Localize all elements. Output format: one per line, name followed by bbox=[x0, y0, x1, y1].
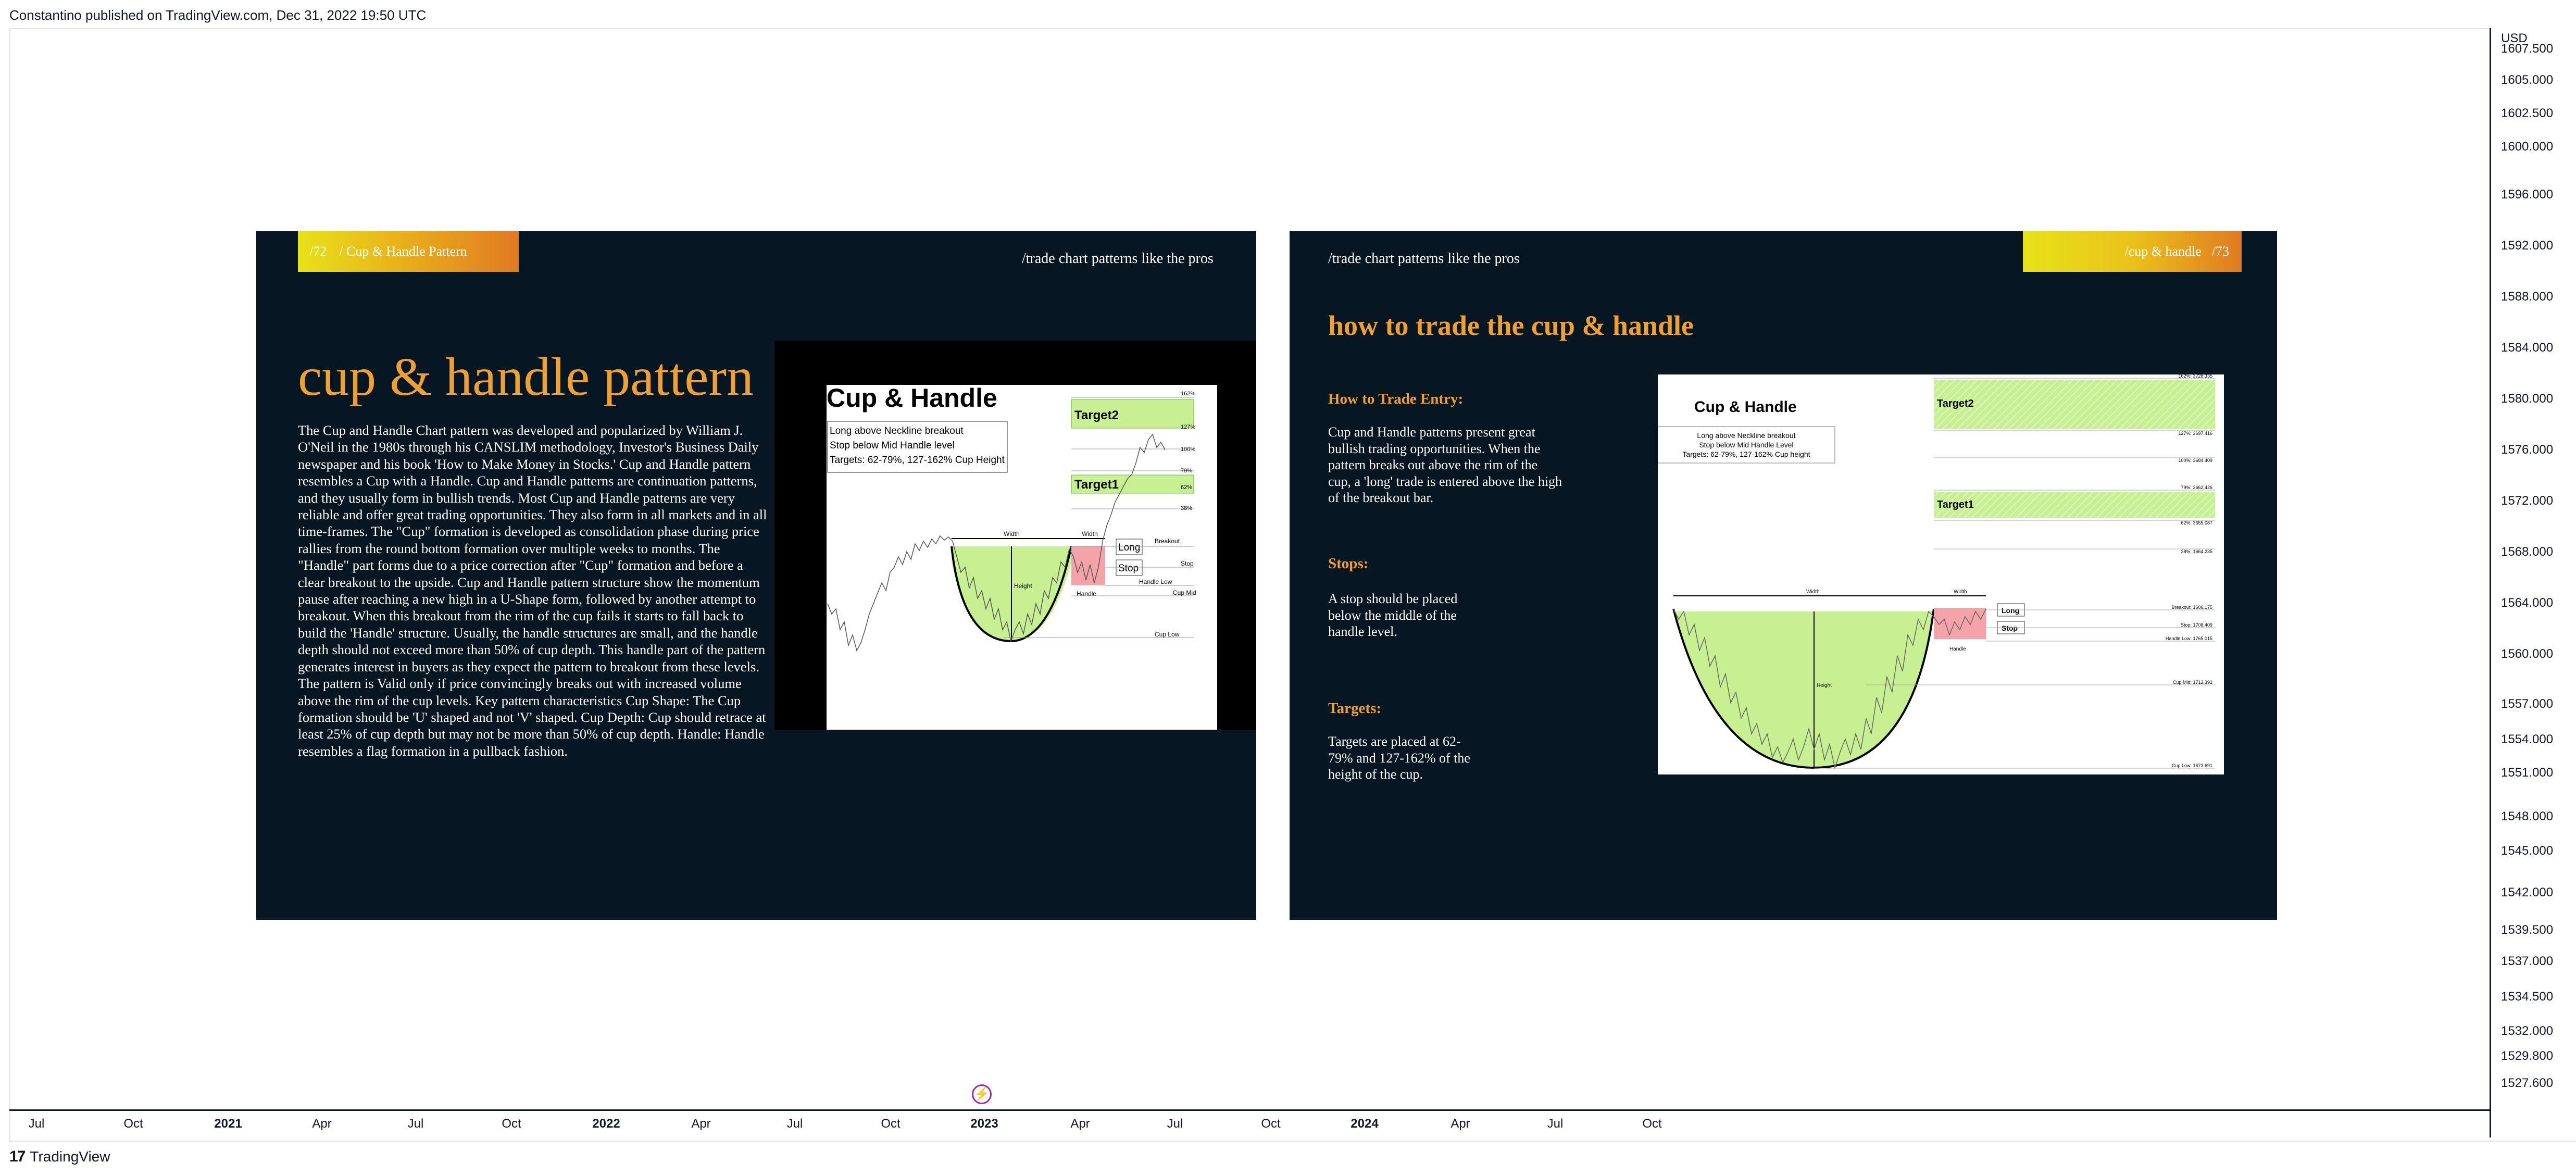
s2-rule-1: Long above Neckline breakout bbox=[1697, 431, 1796, 440]
slide1-diagram-frame bbox=[774, 341, 1256, 730]
price-label: 1548.000 bbox=[2501, 809, 2554, 823]
time-axis-separator[interactable] bbox=[9, 1109, 2490, 1111]
s1-rule-3: Targets: 62-79%, 127-162% Cup Height bbox=[830, 455, 1005, 466]
slide-cup-handle-pattern bbox=[256, 231, 1256, 920]
time-label-month: Oct bbox=[1261, 1117, 1281, 1131]
entry-heading: How to Trade Entry: bbox=[1328, 391, 1464, 407]
time-label-month: Jul bbox=[28, 1117, 45, 1131]
s2-level-38: 38%: 1664.235 bbox=[2181, 549, 2212, 554]
time-label-month: Apr bbox=[312, 1117, 332, 1131]
s1-handle-zone bbox=[1071, 546, 1105, 585]
slide1-body-text: The Cup and Handle Chart pattern was developed and popularized by William J. O'Neil in the 1980s through his CANSLIM methodology, Investor's Business Daily newspaper and his book 'How to Make Money in Stocks.' Cup and Handle pattern resembles a Cup with a Handle. Cup and Handle patterns are continuation patterns, and they usually form in bullish trends. Most Cup and Handle patterns are very reliable and offer great trading opportunities. They also form in all markets and in all time-frames. The "Cup" formation is developed as consolidation phase during price rallies from the round bottom formation over multiple weeks to months. The "Handle" part forms due to a price correction after "Cup" formation and before a clear breakout to the upside. Cup and Handle pattern structure show the momentum pause after reaching a new high in a U-Shape form, followed by another attempt to breakout. When this breakout from the rim of the cup fails it starts to fall back to build the 'Handle' structure. Usually, the handle structures are small, and the handle depth should not exceed more than 50% of cup depth. This handle part of the pattern generates interest in buyers as they expect the pattern to breakout from these levels. The pattern is Valid only if price convincingly breaks out with increased volume above the rim of the cup levels. Key pattern characteristics Cup Shape: The Cup formation should be 'U' shaped and not 'V' shaped. Cup Depth: Cup should retrace at least 25% of cup depth but may not be more than 50% of cup depth. Handle: Handle resembles a flag formation in a pullback fashion. bbox=[298, 422, 767, 759]
tradingview-mark-icon: 17 bbox=[9, 1148, 25, 1165]
slide1-badge-label: / Cup & Handle Pattern bbox=[339, 244, 467, 259]
s1-handle-label: Handle bbox=[1077, 590, 1097, 597]
s2-height-label: Height bbox=[1817, 683, 1832, 689]
s1-level-100: 100% bbox=[1181, 446, 1196, 453]
s1-long-label: Long bbox=[1118, 542, 1141, 553]
slide2-diagram-svg bbox=[1658, 374, 2224, 774]
slide2-badge-label: /cup & handle bbox=[2124, 244, 2202, 259]
time-label-month: Oct bbox=[1642, 1117, 1662, 1131]
tradingview-brand: TradingView bbox=[30, 1148, 110, 1165]
s1-rule-1: Long above Neckline breakout bbox=[830, 426, 964, 436]
s1-target1-label: Target1 bbox=[1074, 478, 1119, 492]
price-label: 1529.800 bbox=[2501, 1049, 2554, 1063]
s2-level-79: 79%: 3662.426 bbox=[2181, 485, 2212, 490]
chart-frame-bottom bbox=[9, 1141, 2576, 1142]
price-label: 1534.500 bbox=[2501, 990, 2554, 1004]
time-label-month: Oct bbox=[881, 1117, 901, 1131]
slide1-tagline: /trade chart patterns like the pros bbox=[1022, 251, 1214, 267]
price-label: 1596.000 bbox=[2501, 188, 2554, 202]
targets-text: Targets are placed at 62-79% and 127-162% of the height of the cup. bbox=[1328, 734, 1470, 782]
price-label: 1568.000 bbox=[2501, 545, 2554, 559]
time-label-month: Jul bbox=[1547, 1117, 1564, 1131]
time-label-year: 2021 bbox=[214, 1117, 242, 1131]
price-label: 1557.000 bbox=[2501, 697, 2554, 711]
slide1-diagram-svg bbox=[827, 385, 1217, 730]
slide-how-to-trade-cup-handle bbox=[1290, 231, 2277, 920]
s2-diagram-title: Cup & Handle bbox=[1694, 398, 1797, 416]
price-label: 1554.000 bbox=[2501, 732, 2554, 746]
s2-handle-low-label: Handle Low: 1765.015 bbox=[2165, 636, 2212, 641]
s2-level-100: 100%: 3684.409 bbox=[2178, 458, 2212, 463]
s1-width-label-2: Width bbox=[1082, 530, 1098, 538]
s2-rule-3: Targets: 62-79%, 127-162% Cup height bbox=[1682, 450, 1810, 458]
s1-stop-level-label: Stop bbox=[1181, 560, 1194, 567]
s2-stop-label: Stop bbox=[2002, 624, 2018, 632]
time-label-year: 2022 bbox=[592, 1117, 620, 1131]
slide2-badge bbox=[2023, 231, 2242, 272]
s1-level-62: 62% bbox=[1181, 484, 1193, 491]
price-label: 1551.000 bbox=[2501, 766, 2554, 780]
time-label-month: Apr bbox=[1450, 1117, 1470, 1131]
s2-cup-low-label: Cup Low: 1673.691 bbox=[2171, 763, 2212, 768]
price-label: 1532.000 bbox=[2501, 1024, 2554, 1038]
slide2-diagram bbox=[1658, 374, 2224, 774]
slide1-title: cup & handle pattern bbox=[298, 347, 754, 407]
time-label-month: Oct bbox=[502, 1117, 521, 1131]
price-label: 1560.000 bbox=[2501, 647, 2554, 661]
price-axis-separator[interactable] bbox=[2490, 28, 2491, 1138]
s1-level-38: 38% bbox=[1181, 505, 1193, 511]
time-label-year: 2024 bbox=[1350, 1117, 1379, 1131]
s2-stop-level-label: Stop: 1708.409 bbox=[2180, 622, 2212, 628]
s2-long-label: Long bbox=[2002, 606, 2020, 615]
price-label: 1545.000 bbox=[2501, 844, 2554, 858]
s2-target1-label: Target1 bbox=[1937, 499, 1974, 510]
time-label-month: Apr bbox=[691, 1117, 711, 1131]
s2-handle-label: Handle bbox=[1949, 646, 1966, 652]
s2-cup-fill bbox=[1673, 611, 1934, 768]
slide2-title: how to trade the cup & handle bbox=[1328, 310, 1694, 341]
s2-level-127: 127%: 3697.416 bbox=[2178, 431, 2212, 436]
tradingview-logo[interactable] bbox=[9, 1148, 110, 1166]
s1-breakout-label: Breakout bbox=[1155, 538, 1180, 545]
price-label: 1602.500 bbox=[2501, 106, 2554, 120]
chart-frame-top bbox=[9, 28, 2490, 29]
s2-level-162: 162%: 3728.335 bbox=[2178, 374, 2212, 379]
s1-width-label: Width bbox=[1004, 530, 1020, 538]
time-label-month: Apr bbox=[1070, 1117, 1090, 1131]
stops-heading: Stops: bbox=[1328, 555, 1369, 572]
s1-level-127: 127% bbox=[1181, 424, 1196, 430]
price-label: 1607.500 bbox=[2501, 42, 2554, 56]
entry-text: Cup and Handle patterns present great bullish trading opportunities. When the pattern breaks out above the rim of the cup, a 'long' trade is entered above the high of the breakout bar. bbox=[1328, 424, 1562, 505]
slide2-tagline: /trade chart patterns like the pros bbox=[1328, 251, 1520, 267]
time-label-month: Jul bbox=[786, 1117, 803, 1131]
price-axis-currency[interactable]: USD bbox=[2501, 31, 2528, 45]
price-label: 1584.000 bbox=[2501, 341, 2554, 355]
s1-level-162: 162% bbox=[1181, 391, 1196, 397]
price-label: 1605.000 bbox=[2501, 73, 2554, 87]
s1-stop-label: Stop bbox=[1118, 563, 1139, 574]
time-label-month: Oct bbox=[123, 1117, 143, 1131]
s1-height-label: Height bbox=[1014, 582, 1032, 590]
slide1-page-number: /72 bbox=[309, 244, 327, 259]
lightning-event-icon[interactable]: ⚡ bbox=[972, 1084, 992, 1104]
time-label-month: Jul bbox=[407, 1117, 424, 1131]
price-label: 1580.000 bbox=[2501, 392, 2554, 406]
slide1-diagram bbox=[827, 385, 1217, 730]
stops-text: A stop should be placed below the middle of the handle level. bbox=[1328, 591, 1458, 639]
price-label: 1576.000 bbox=[2501, 443, 2554, 457]
s1-target2-label: Target2 bbox=[1074, 408, 1119, 422]
publisher-info: Constantino published on TradingView.com, Dec 31, 2022 19:50 UTC bbox=[9, 7, 427, 23]
price-label: 1588.000 bbox=[2501, 290, 2554, 304]
slide1-badge bbox=[298, 231, 519, 272]
price-label: 1542.000 bbox=[2501, 885, 2554, 899]
price-label: 1537.000 bbox=[2501, 954, 2554, 968]
time-label-year: 2023 bbox=[970, 1117, 998, 1131]
s1-rule-2: Stop below Mid Handle level bbox=[830, 440, 955, 451]
s1-handle-low-label: Handle Low bbox=[1139, 578, 1172, 585]
s2-cup-mid-label: Cup Mid: 1712.393 bbox=[2172, 680, 2212, 685]
price-label: 1572.000 bbox=[2501, 494, 2554, 508]
targets-heading: Targets: bbox=[1328, 700, 1382, 717]
s2-target2-label: Target2 bbox=[1937, 398, 1974, 409]
s2-width-label: Width bbox=[1806, 589, 1820, 595]
price-label: 1600.000 bbox=[2501, 140, 2554, 154]
s2-rule-2: Stop below Mid Handle Level bbox=[1699, 441, 1794, 449]
s2-level-62: 62%: 3655.087 bbox=[2181, 520, 2212, 526]
s1-cup-low-label: Cup Low bbox=[1155, 631, 1180, 638]
s2-handle-zone bbox=[1934, 608, 1986, 639]
chart-frame-left bbox=[9, 28, 10, 1143]
s1-cup-mid-label: Cup Mid bbox=[1173, 589, 1196, 596]
price-label: 1539.500 bbox=[2501, 923, 2554, 937]
price-label: 1592.000 bbox=[2501, 239, 2554, 253]
slide2-page-number: /73 bbox=[2211, 244, 2229, 259]
s2-breakout-label: Breakout: 1606.175 bbox=[2171, 605, 2212, 610]
price-label: 1564.000 bbox=[2501, 596, 2554, 610]
s2-width-label-2: Width bbox=[1954, 589, 1967, 595]
s1-level-79: 79% bbox=[1181, 468, 1193, 474]
time-label-month: Jul bbox=[1167, 1117, 1183, 1131]
s1-diagram-title: Cup & Handle bbox=[827, 385, 997, 413]
price-label: 1527.600 bbox=[2501, 1076, 2554, 1090]
